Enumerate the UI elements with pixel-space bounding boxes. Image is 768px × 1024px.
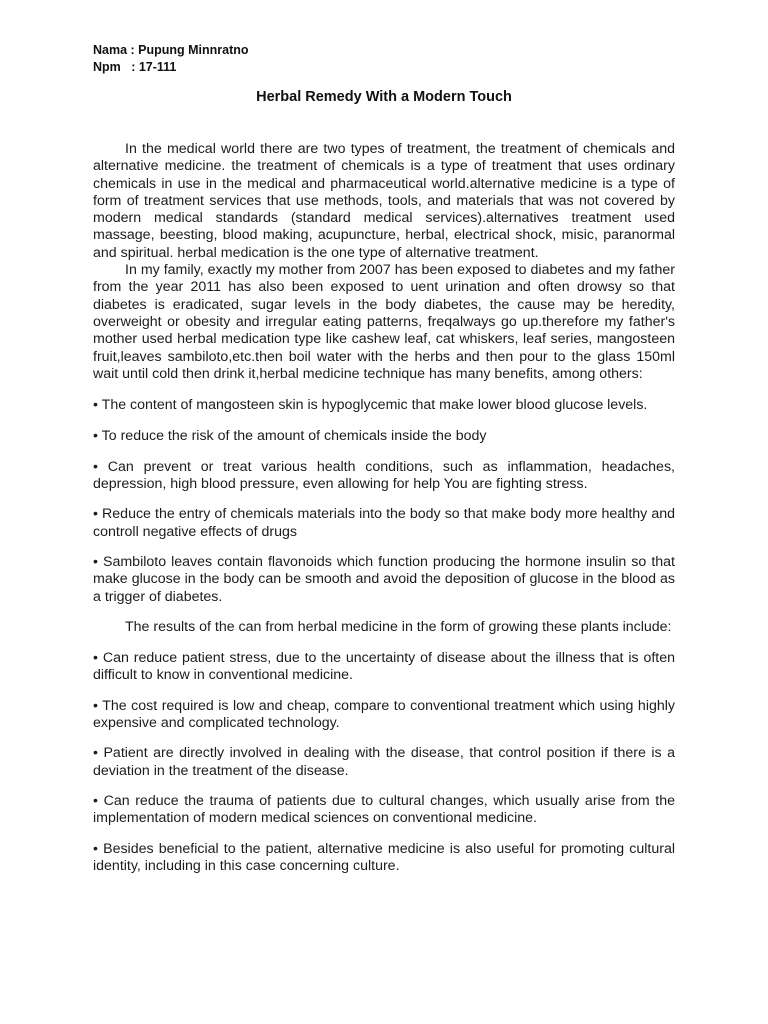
benefit-item-mangosteen: • The content of mangosteen skin is hypoglycemic that make lower blood glucose levels. [93,397,648,414]
benefit-item-reduce-chemicals: • Reduce the entry of chemicals materials into the body so that make body more healthy and controll negative effects of drugs [93,506,675,540]
result-item-stress: • Can reduce patient stress, due to the uncertainty of disease about the illness that is often difficult to know in conventional medicine. [93,650,675,684]
benefit-item-prevent-conditions: • Can prevent or treat various health conditions, such as inflammation, headaches, depression, high blood pressure, even allowing for help You are fighting stress. [93,458,675,493]
author-name-line: Nama : Pupung Minnratno [93,43,249,57]
student-number-line: Npm : 17-111 [93,60,177,74]
results-intro-paragraph: The results of the can from herbal medicine in the form of growing these plants include: [125,618,672,635]
result-item-cost: • The cost required is low and cheap, compare to conventional treatment which using highly expensive and complicated technology. [93,697,675,732]
intro-paragraph: In the medical world there are two types of treatment, the treatment of chemicals and alternative medicine. the treatment of chemicals is a type of treatment that uses ordinary chemicals in use in the medical and pharmaceutical world.alternative medicine is a type of form of treatment services that use methods, tools, and materials that was not covered by modern medical standards (standard medical services).alternatives treatment used massage, beesting, blood making, acupuncture, herbal, electrical shock, misic, paranormal and spiritual. herbal medication is the one type of alternative treatment. [93,141,675,261]
result-item-patient-involvement: • Patient are directly involved in dealing with the disease, that control position if there is a deviation in the treatment of the disease. [93,745,675,779]
result-item-cultural-identity: • Besides beneficial to the patient, alternative medicine is also useful for promoting cultural identity, including in this case concerning culture. [93,840,675,874]
family-paragraph: In my family, exactly my mother from 2007 has been exposed to diabetes and my father from the year 2011 has also been exposed to uent urination and often drowsy so that diabetes is eradicated, sugar levels in the body diabetes, the cause may be heredity, overweight or obesity and irregular eating patterns, freqalways go up.therefore my father's mother used herbal medication type like cashew leaf, cat whiskers, leaf series, mangosteen fruit,leaves sambiloto,etc.then boil water with the herbs and then pour to the glass 150ml wait until cold then drink it,herbal medicine technique has many benefits, among others: [93,262,675,382]
document-body [93,141,675,875]
benefit-item-chemical-risk: • To reduce the risk of the amount of chemicals inside the body [93,428,487,445]
result-item-trauma: • Can reduce the trauma of patients due to cultural changes, which usually arise from the implementation of modern medical sciences on conventional medicine. [93,792,675,827]
benefit-item-sambiloto: • Sambiloto leaves contain flavonoids which function producing the hormone insulin so that make glucose in the body can be smooth and avoid the deposition of glucose in the blood as a trigger of diabetes. [93,553,675,605]
author-header [93,42,249,76]
document-title: Herbal Remedy With a Modern Touch [256,89,512,105]
